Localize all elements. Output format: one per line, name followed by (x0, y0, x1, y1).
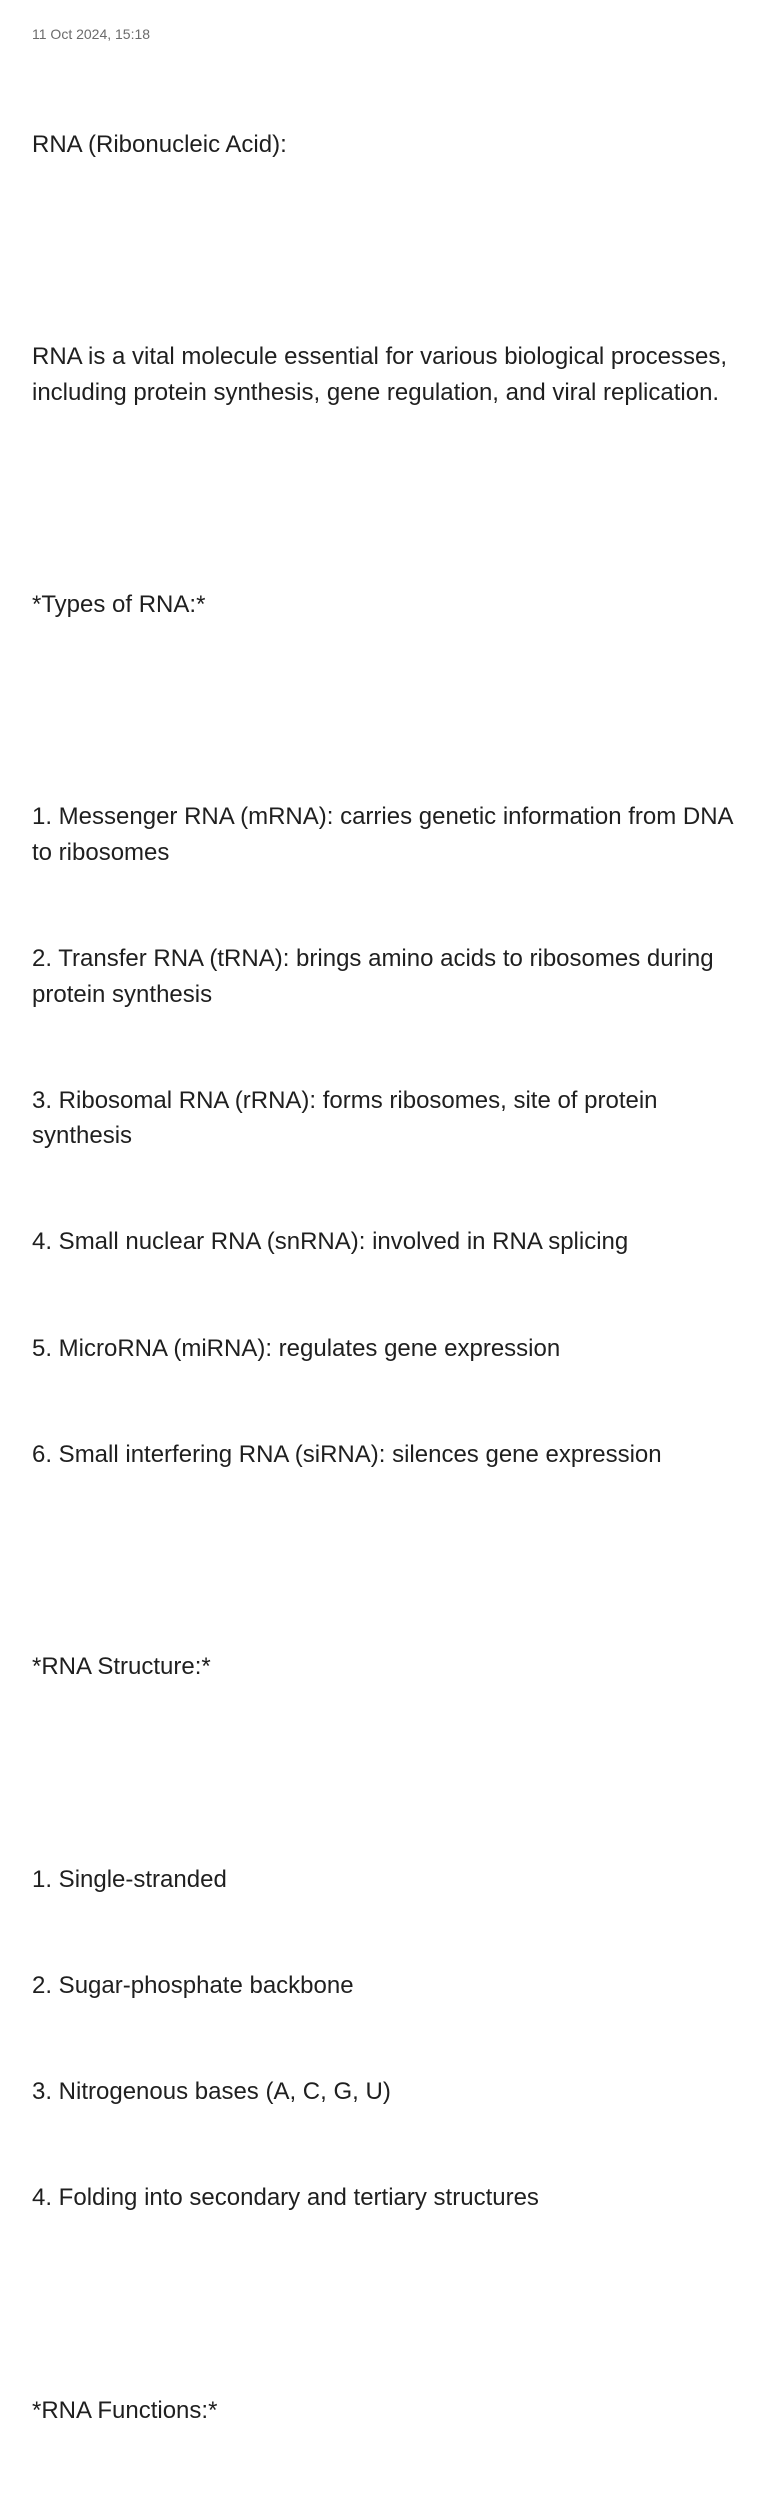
note-line-blank (32, 481, 736, 516)
note-timestamp: 11 Oct 2024, 15:18 (32, 26, 151, 42)
note-line-intro: RNA is a vital molecule essential for various biological processes, including protein synthesis, gene regulation, and viral replication. (32, 343, 734, 406)
note-line-structure-heading: *RNA Structure:* (32, 1653, 211, 1681)
note-line-type-1: 1. Messenger RNA (mRNA): carries genetic information from DNA to ribosomes (32, 803, 739, 866)
note-line-blank (32, 233, 736, 268)
note-view (32, 24, 739, 2499)
note-line-blank (32, 2287, 736, 2322)
note-line-blank (32, 693, 736, 728)
note-line-type-5: 5. MicroRNA (miRNA): regulates gene expression (32, 1334, 561, 1362)
note-line-structure-3: 3. Nitrogenous bases (A, C, G, U) (32, 2078, 391, 2106)
note-line-blank (32, 1755, 736, 1790)
note-line-structure-4: 4. Folding into secondary and tertiary structures (32, 2184, 539, 2212)
note-line-types-heading: *Types of RNA:* (32, 591, 206, 619)
note-line-functions-heading: *RNA Functions:* (32, 2396, 218, 2424)
note-line-structure-1: 1. Single-stranded (32, 1865, 227, 1893)
note-line-type-4: 4. Small nuclear RNA (snRNA): involved in RNA splicing (32, 1228, 629, 1256)
note-body[interactable] (32, 56, 739, 2499)
note-line-structure-2: 2. Sugar-phosphate backbone (32, 1971, 354, 1999)
note-line-type-3: 3. Ribosomal RNA (rRNA): forms ribosomes, site of protein synthesis (32, 1086, 665, 1150)
note-line-type-2: 2. Transfer RNA (tRNA): brings amino acids to ribosomes during protein synthesis (32, 945, 721, 1008)
note-line-blank (32, 1543, 736, 1578)
note-line-type-6: 6. Small interfering RNA (siRNA): silences gene expression (32, 1440, 662, 1468)
note-line-heading: RNA (Ribonucleic Acid): (32, 130, 287, 158)
